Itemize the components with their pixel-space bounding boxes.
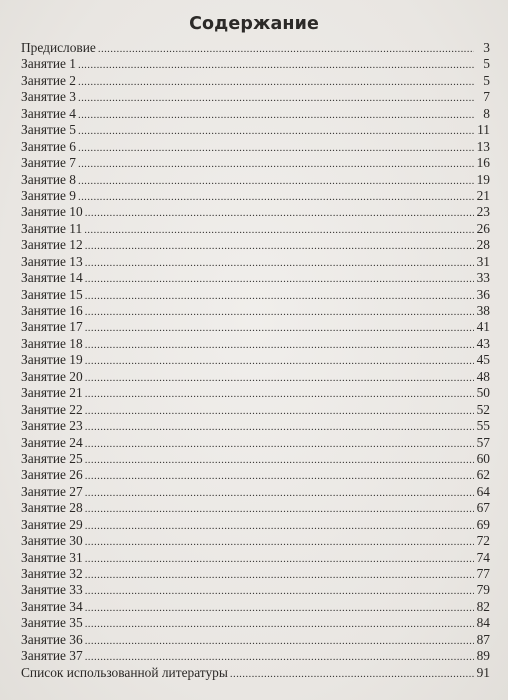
dot-leader	[85, 370, 474, 386]
dot-leader	[85, 386, 474, 402]
toc-entry-label: Занятие 1	[21, 56, 76, 72]
toc-entry-page-number: 52	[476, 401, 490, 417]
toc-entry	[21, 550, 490, 566]
dot-leader	[85, 567, 474, 583]
toc-entry-label: Занятие 5	[21, 122, 76, 138]
toc-entry-label: Список использованной литературы	[21, 664, 228, 680]
toc-entry	[21, 665, 490, 681]
page-title: Содержание	[189, 14, 319, 34]
dot-leader	[85, 238, 474, 254]
toc-entry-page-number: 31	[476, 253, 490, 269]
dot-leader	[85, 353, 474, 369]
toc-entry	[21, 287, 490, 303]
toc-entry	[21, 303, 490, 319]
toc-entry-page-number: 57	[476, 434, 490, 450]
toc-entry-label: Занятие 32	[21, 566, 83, 581]
toc-entry-label: Занятие 26	[21, 467, 83, 483]
dot-leader	[85, 616, 474, 632]
dot-leader	[85, 633, 474, 649]
dot-leader	[230, 666, 474, 682]
toc-entry-label: Занятие 2	[21, 72, 76, 88]
toc-entry-label: Занятие 22	[21, 401, 83, 417]
dot-leader	[85, 501, 474, 517]
toc-entry	[21, 56, 490, 72]
toc-entry	[21, 566, 490, 582]
toc-entry-page-number: 5	[483, 72, 490, 88]
toc-entry	[21, 73, 490, 89]
dot-leader	[85, 403, 474, 419]
toc-entry	[21, 188, 490, 204]
toc-entry-page-number: 87	[476, 631, 490, 647]
toc-entry-page-number: 38	[476, 303, 490, 318]
toc-entry-label: Занятие 34	[21, 598, 83, 614]
toc-entry-label: Занятие 17	[21, 319, 83, 335]
toc-entry-page-number: 23	[476, 204, 490, 220]
toc-entry-label: Занятие 27	[21, 483, 83, 499]
toc-entry-label: Занятие 16	[21, 303, 83, 318]
toc-entry	[21, 319, 490, 335]
dot-leader	[85, 337, 474, 353]
toc-entry-label: Занятие 29	[21, 516, 83, 532]
toc-entry-page-number: 89	[476, 648, 490, 664]
toc-entry-label: Занятие 10	[21, 204, 83, 220]
dot-leader	[85, 551, 474, 567]
toc-entry	[21, 435, 490, 451]
toc-entry	[21, 254, 490, 270]
dot-leader	[85, 255, 474, 271]
toc-entry	[21, 599, 490, 615]
toc-entry-label: Занятие 14	[21, 270, 83, 286]
toc-entry	[21, 89, 490, 105]
dot-leader	[78, 57, 474, 73]
toc-entry	[21, 648, 490, 664]
toc-entry-page-number: 21	[476, 187, 490, 203]
toc-entry-page-number: 26	[476, 220, 490, 236]
toc-entry	[21, 517, 490, 533]
toc-entry	[21, 632, 490, 648]
dot-leader	[78, 189, 474, 205]
toc-entry-label: Занятие 37	[21, 648, 83, 664]
dot-leader	[85, 468, 474, 484]
dot-leader	[85, 452, 474, 468]
dot-leader	[78, 90, 474, 106]
dot-leader	[78, 74, 474, 90]
toc-entry	[21, 204, 490, 220]
toc-entry-label: Занятие 13	[21, 253, 83, 269]
toc-entry-label: Занятие 4	[21, 105, 76, 121]
toc-entry	[21, 533, 490, 549]
toc-entry-page-number: 67	[476, 500, 490, 516]
dot-leader	[84, 222, 474, 238]
toc-entry	[21, 500, 490, 516]
toc-entry-label: Занятие 11	[21, 220, 83, 236]
toc-entry	[21, 122, 490, 138]
toc-entry-label: Занятие 19	[21, 352, 83, 368]
toc-entry-page-number: 60	[476, 450, 490, 466]
dot-leader	[85, 320, 474, 336]
toc-entry	[21, 615, 490, 631]
table-of-contents	[21, 40, 490, 681]
toc-entry-page-number: 82	[476, 598, 490, 614]
toc-entry-label: Занятие 21	[21, 385, 83, 401]
toc-entry	[21, 352, 490, 368]
toc-entry	[21, 40, 490, 56]
toc-entry-page-number: 13	[476, 138, 490, 154]
toc-entry-page-number: 19	[476, 171, 490, 187]
toc-entry-page-number: 16	[476, 155, 490, 171]
toc-entry	[21, 106, 490, 122]
dot-leader	[85, 271, 474, 287]
dot-leader	[85, 205, 474, 221]
toc-entry-page-number: 91	[476, 664, 490, 680]
toc-entry-page-number: 48	[476, 368, 490, 384]
toc-entry-label: Занятие 6	[21, 138, 76, 154]
toc-entry-page-number: 50	[476, 385, 490, 401]
toc-entry-label: Занятие 28	[21, 500, 83, 516]
toc-entry	[21, 582, 490, 598]
toc-entry	[21, 418, 490, 434]
toc-entry	[21, 172, 490, 188]
toc-entry	[21, 139, 490, 155]
toc-entry	[21, 484, 490, 500]
toc-entry-label: Занятие 3	[21, 89, 76, 105]
toc-entry	[21, 369, 490, 385]
toc-entry-page-number: 41	[476, 319, 490, 335]
dot-leader	[78, 156, 474, 172]
dot-leader	[78, 123, 474, 139]
toc-entry-label: Занятие 23	[21, 418, 83, 434]
toc-entry-label: Занятие 24	[21, 434, 83, 450]
toc-entry-label: Занятие 36	[21, 631, 83, 647]
dot-leader	[98, 41, 474, 57]
toc-entry	[21, 385, 490, 401]
toc-entry-label: Занятие 15	[21, 286, 83, 302]
dot-leader	[78, 173, 474, 189]
toc-entry-page-number: 5	[483, 56, 490, 72]
toc-entry-label: Занятие 33	[21, 582, 83, 598]
toc-entry-page-number: 79	[476, 582, 490, 598]
dot-leader	[78, 140, 474, 156]
toc-entry	[21, 336, 490, 352]
dot-leader	[85, 436, 474, 452]
toc-entry-page-number: 36	[476, 286, 490, 302]
toc-entry-page-number: 62	[476, 467, 490, 483]
toc-entry-page-number: 7	[483, 89, 490, 105]
dot-leader	[85, 419, 474, 435]
toc-entry-label: Занятие 8	[21, 171, 76, 187]
toc-entry-page-number: 77	[476, 566, 490, 581]
toc-entry-label: Занятие 7	[21, 155, 76, 171]
toc-entry-label: Занятие 9	[21, 187, 76, 203]
toc-entry-label: Занятие 20	[21, 368, 83, 384]
dot-leader	[85, 600, 474, 616]
toc-entry-page-number: 64	[476, 483, 490, 499]
toc-entry-label: Занятие 31	[21, 549, 83, 565]
dot-leader	[85, 534, 474, 550]
toc-entry	[21, 467, 490, 483]
toc-entry-page-number: 69	[476, 516, 490, 532]
toc-entry-label: Занятие 18	[21, 335, 83, 351]
toc-entry	[21, 155, 490, 171]
toc-entry-label: Занятие 12	[21, 237, 83, 253]
toc-entry	[21, 402, 490, 418]
dot-leader	[78, 107, 474, 123]
toc-entry-label: Предисловие	[21, 40, 96, 55]
toc-entry-label: Занятие 30	[21, 533, 83, 549]
toc-entry	[21, 270, 490, 286]
toc-entry-page-number: 45	[476, 352, 490, 368]
toc-entry-label: Занятие 35	[21, 615, 83, 631]
toc-entry-page-number: 84	[476, 615, 490, 631]
toc-entry	[21, 221, 490, 237]
dot-leader	[85, 649, 474, 665]
toc-entry-page-number: 55	[476, 418, 490, 434]
toc-entry-page-number: 74	[476, 549, 490, 565]
dot-leader	[85, 288, 474, 304]
dot-leader	[85, 518, 474, 534]
toc-entry-page-number: 28	[476, 237, 490, 253]
toc-entry-page-number: 8	[483, 105, 490, 121]
toc-entry	[21, 451, 490, 467]
toc-entry-page-number: 11	[477, 122, 490, 138]
dot-leader	[85, 485, 474, 501]
toc-entry-page-number: 43	[476, 335, 490, 351]
toc-entry	[21, 237, 490, 253]
toc-entry-page-number: 72	[476, 533, 490, 549]
toc-entry-page-number: 33	[476, 270, 490, 286]
toc-entry-page-number: 3	[483, 40, 490, 55]
toc-entry-label: Занятие 25	[21, 450, 83, 466]
dot-leader	[85, 304, 474, 320]
dot-leader	[85, 583, 474, 599]
